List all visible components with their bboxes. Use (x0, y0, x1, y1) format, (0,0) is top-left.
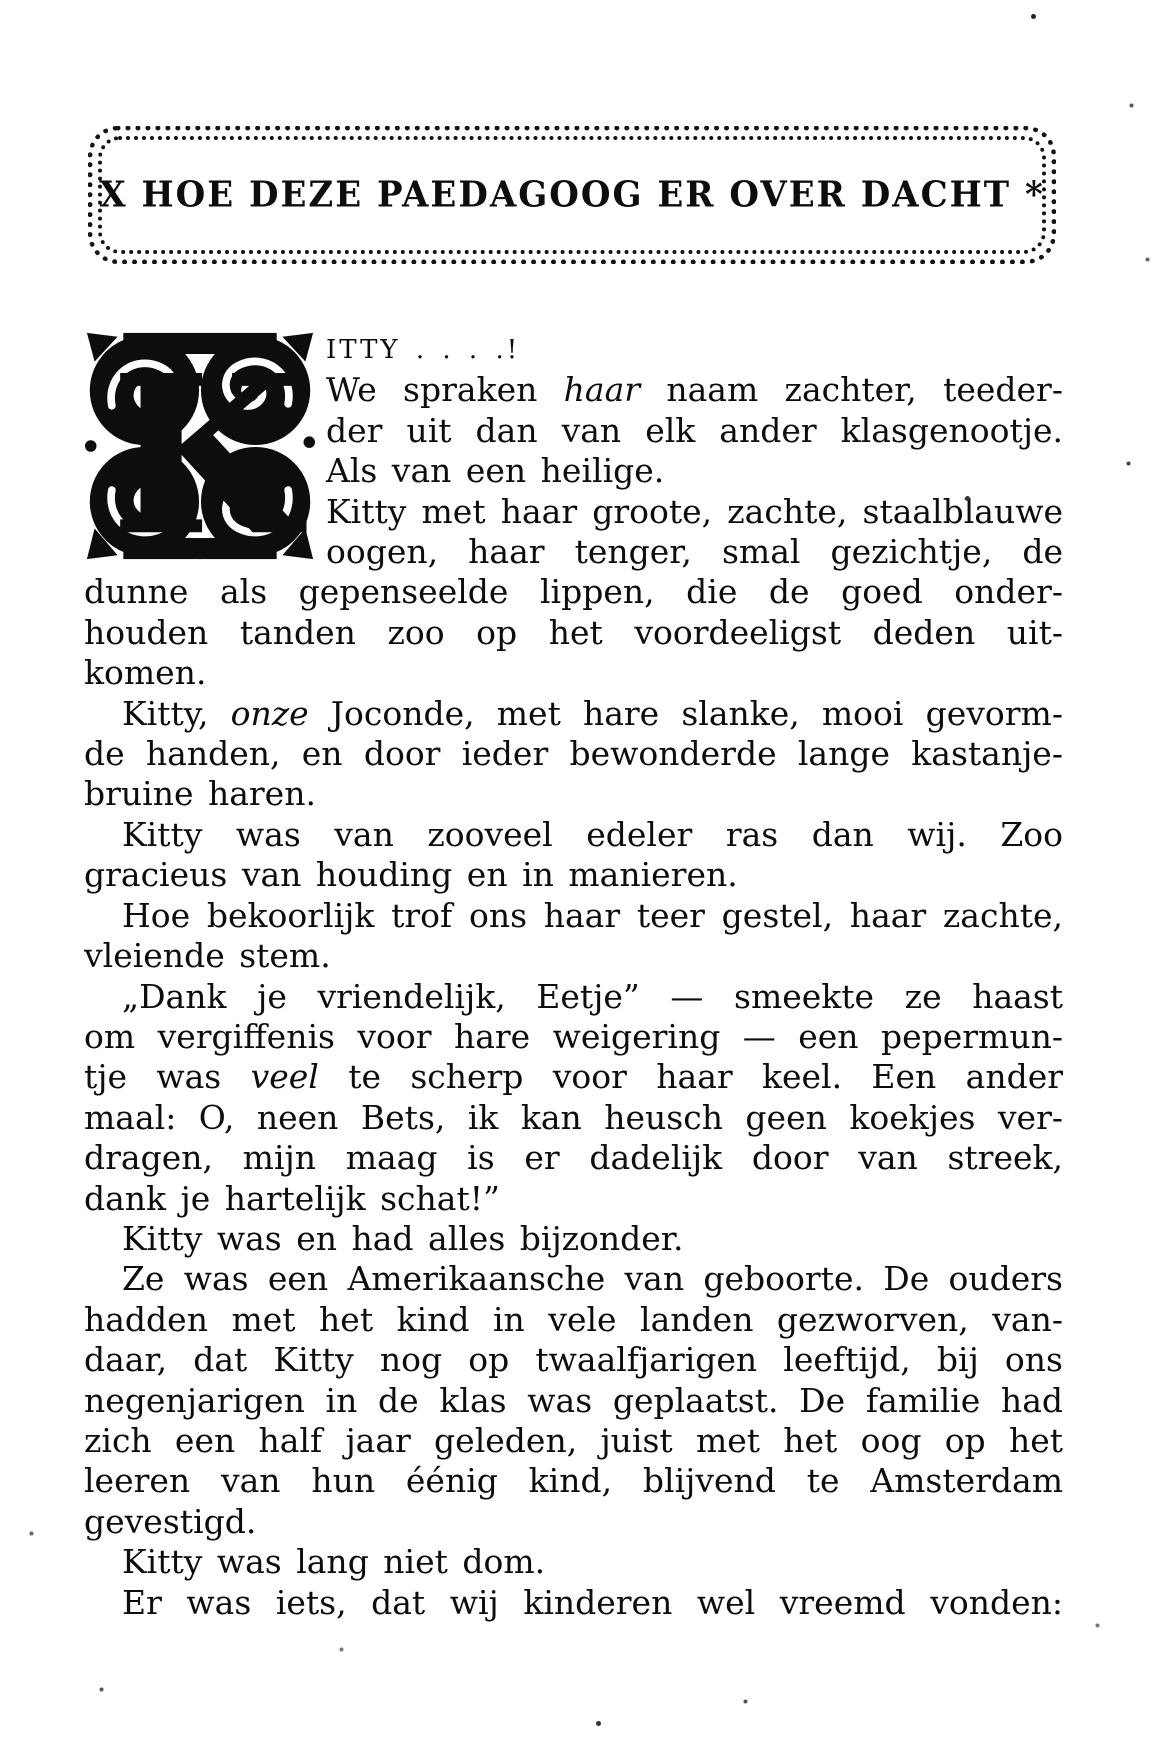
text-line (84, 815, 1063, 855)
text-segment: oogen, haar tenger, smal gezichtje, de (326, 532, 1063, 572)
text-line (84, 1179, 1063, 1219)
text-segment: zich een half jaar geleden, juist met het oog op het (84, 1420, 1063, 1460)
text-segment: der uit dan van elk ander klasgenootje. (326, 410, 1063, 450)
dropcap-continuation-text: ITTY . . . .! (326, 335, 521, 365)
text-line (84, 936, 1063, 976)
text-line (84, 1502, 1063, 1542)
text-segment: te scherp voor haar keel. Een ander (318, 1057, 1063, 1097)
ornamental-initial-k-art (84, 331, 316, 561)
text-segment: houden tanden zoo op het voordeeligst deden uit- (84, 612, 1063, 652)
text-segment: dragen, mijn maag is er dadelijk door van streek, (84, 1138, 1063, 1178)
text-segment: dank je hartelijk schat!” (84, 1178, 500, 1218)
text-segment: Kitty met haar groote, zachte, staalblauwe (326, 491, 1063, 531)
text-segment: dunne als gepenseelde lippen, die de goed onder- (84, 572, 1063, 612)
text-segment: Kitty was en had alles bijzonder. (122, 1218, 684, 1258)
text-line (84, 653, 1063, 693)
text-segment: maal: O, neen Bets, ik kan heusch geen koekjes ver- (84, 1097, 1063, 1137)
text-segment: daar, dat Kitty nog op twaalfjarigen leeftijd, bij ons (84, 1340, 1063, 1380)
text-line (84, 613, 1063, 653)
text-line (84, 1461, 1063, 1501)
text-line (84, 774, 1063, 814)
text-line (84, 694, 1063, 734)
italic-text: veel (250, 1057, 319, 1097)
text-segment: de handen, en door ieder bewonderde lange kastanje- (84, 734, 1063, 774)
text-segment: gevestigd. (84, 1501, 257, 1541)
dropcap-letter: K (109, 331, 300, 561)
text-segment: Kitty was lang niet dom. (122, 1542, 546, 1582)
text-segment: Ze was een Amerikaansche van geboorte. De ouders (122, 1259, 1063, 1299)
text-segment: Joconde, met hare slanke, mooi gevorm- (308, 693, 1063, 733)
text-segment: bruine haren. (84, 774, 316, 814)
text-segment: hadden met het kind in vele landen gezworven, van- (84, 1299, 1063, 1339)
text-line (84, 896, 1063, 936)
text-segment: Kitty was van zooveel edeler ras dan wij. Zoo (122, 814, 1063, 854)
italic-text: haar (563, 370, 641, 410)
text-line (84, 1017, 1063, 1057)
text-segment: We spraken (326, 370, 564, 410)
chapter-title-frame (88, 126, 1056, 264)
text-segment: om vergiffenis voor hare weigering — een pepermun- (84, 1016, 1063, 1056)
ornamental-initial (84, 331, 316, 561)
text-segment: „Dank je vriendelijk, Eetje” — smeekte ze haast (122, 976, 1063, 1016)
chapter-title-frame-inner (98, 136, 1046, 254)
chapter-title: X HOE DEZE PAEDAGOOG ER OVER DACHT * (99, 174, 1045, 216)
text-line (84, 1098, 1063, 1138)
text-line (84, 977, 1063, 1017)
text-line (84, 1583, 1063, 1623)
text-line (84, 1219, 1063, 1259)
text-line (84, 1138, 1063, 1178)
italic-text: onze (230, 693, 309, 733)
text-line (84, 855, 1063, 895)
text-segment: naam zachter, teeder- (640, 370, 1063, 410)
text-segment: leeren van hun éénig kind, blijvend te Amsterdam (84, 1461, 1063, 1501)
text-line (84, 572, 1063, 612)
text-segment: komen. (84, 653, 207, 693)
text-line (84, 1542, 1063, 1582)
text-line (84, 1300, 1063, 1340)
text-segment: Hoe bekoorlijk trof ons haar teer gestel, haar zachte, (122, 895, 1063, 935)
text-segment: vleiende stem. (84, 936, 331, 976)
scan-noise-specks (0, 0, 3, 3)
text-segment: Als van een heilige. (326, 451, 665, 491)
text-line (84, 1381, 1063, 1421)
text-line (84, 1421, 1063, 1461)
text-segment: gracieus van houding en in manieren. (84, 855, 738, 895)
body-text (84, 327, 1063, 1623)
text-segment: negenjarigen in de klas was geplaatst. De familie had (84, 1380, 1063, 1420)
text-line (84, 1259, 1063, 1299)
text-segment: tje was (84, 1057, 251, 1097)
text-segment: Er was iets, dat wij kinderen wel vreemd vonden: (122, 1582, 1063, 1622)
text-line (84, 1340, 1063, 1380)
text-line (84, 734, 1063, 774)
text-line (84, 1057, 1063, 1097)
text-segment: Kitty, (122, 693, 231, 733)
